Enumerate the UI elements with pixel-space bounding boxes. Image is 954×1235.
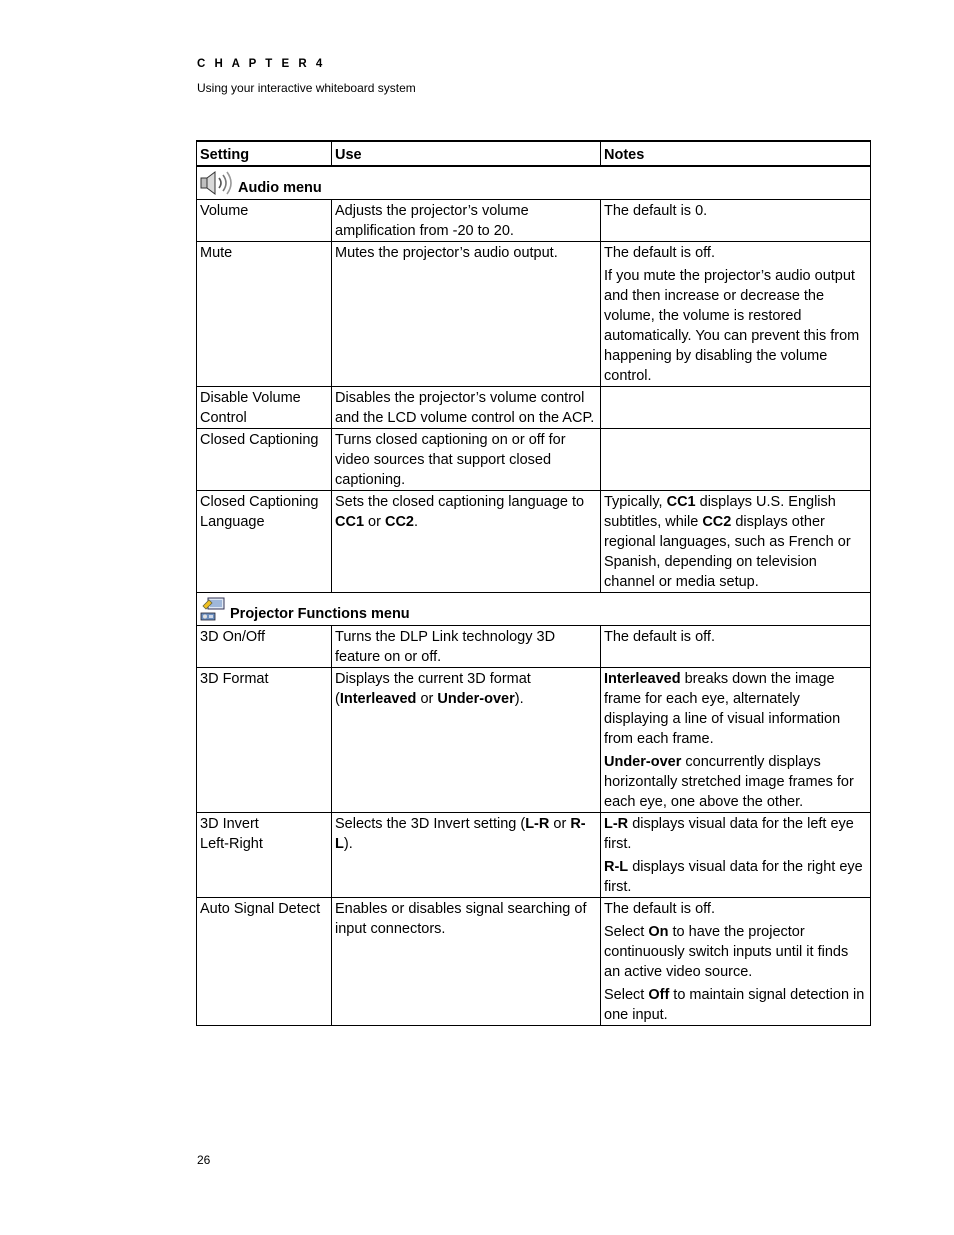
table-row [197,813,871,898]
notes-cell [601,813,871,898]
text-run: Select [604,987,649,1003]
table-row [197,429,871,491]
notes-cell [601,668,871,813]
notes-cell [601,387,871,429]
bold-term: CC2 [384,514,414,530]
setting-cell: Disable Volume Control [197,387,332,429]
settings-table [196,140,871,1026]
table-row [197,898,871,1026]
use-cell [332,668,601,813]
setting-cell: Auto Signal Detect [197,898,332,1026]
text-run: ). [343,836,353,852]
notes-cell [601,200,871,242]
text-run: displays visual data for the right eye first. [604,859,863,895]
note-text [604,922,867,982]
note-text: The default is off. [604,629,715,645]
column-header-use: Use [332,141,601,166]
table-row [197,387,871,429]
use-cell: Turns closed captioning on or off for video sources that support closed captioning. [332,429,601,491]
text-run: Selects the 3D Invert setting ( [335,816,526,832]
note-text [604,669,867,749]
note-text: The default is off. [604,245,715,261]
setting-cell [197,813,332,898]
section-heading-projector-functions [197,593,871,626]
note-text: The default is off. [604,901,715,917]
text-run: displays other regional languages, such as French or Spanish, depending on television channel or media setup. [604,514,851,590]
text-run: Displays the current 3D format ( [335,671,531,707]
projector-functions-icon [200,596,226,622]
use-cell: Enables or disables signal searching of input connectors. [332,898,601,1026]
chapter-heading: C H A P T E R 4 [197,58,326,70]
chapter-subtitle: Using your interactive whiteboard system [197,81,416,95]
bold-term: Interleaved [604,671,681,687]
section-row-projector-functions [197,593,871,626]
bold-term: On [648,924,669,940]
text-run: . [413,514,419,530]
bold-term: L-R [525,816,550,832]
bold-term: Under-over [437,691,515,707]
bold-term: Off [648,987,670,1003]
use-cell: Turns the DLP Link technology 3D feature on or off. [332,626,601,668]
bold-term: R-L [604,859,629,875]
bold-term: Interleaved [339,691,417,707]
bold-term: Under-over [604,754,682,770]
text-run: Sets the closed captioning language to [335,494,585,510]
notes-cell [601,242,871,387]
table-row [197,200,871,242]
table-header-row [197,141,871,166]
text-run: ). [514,691,524,707]
bold-term: CC2 [702,514,732,530]
setting-cell: 3D Format [197,668,332,813]
text-run: or [549,816,571,832]
notes-cell [601,429,871,491]
bold-term: CC1 [335,514,365,530]
note-text [604,752,867,812]
use-cell [332,813,601,898]
setting-cell: Mute [197,242,332,387]
setting-line: 3D Invert [200,816,259,832]
text-run: Select [604,924,649,940]
use-cell: Adjusts the projector’s volume amplification from -20 to 20. [332,200,601,242]
bold-term: CC1 [666,494,696,510]
text-run: or [416,691,438,707]
text-run: concurrently displays horizontally stretched image frames for each eye, one above the other. [604,754,854,810]
setting-cell: 3D On/Off [197,626,332,668]
note-text: The default is 0. [604,203,708,219]
section-label-projector-functions: Projector Functions menu [230,606,410,622]
section-row-audio [197,166,871,200]
text-run: to have the projector continuously switch inputs until it finds an active video source. [604,924,849,980]
notes-cell [601,491,871,593]
text-run: Typically, [604,494,667,510]
setting-line: Left-Right [200,836,263,852]
speaker-icon [200,170,234,196]
section-heading-audio [197,166,871,200]
note-text [604,857,867,897]
text-run: to maintain signal detection in one input. [604,987,865,1023]
table-row [197,626,871,668]
column-header-notes: Notes [601,141,871,166]
notes-cell [601,626,871,668]
setting-cell: Closed Captioning Language [197,491,332,593]
table-row [197,668,871,813]
bold-term: R-L [335,816,586,852]
note-text [604,814,867,854]
text-run: or [364,514,385,530]
table-row [197,242,871,387]
use-cell: Disables the projector’s volume control and the LCD volume control on the ACP. [332,387,601,429]
use-cell: Mutes the projector’s audio output. [332,242,601,387]
use-cell [332,491,601,593]
bold-term: L-R [604,816,629,832]
text-run: displays visual data for the left eye first. [604,816,854,852]
text-run: displays U.S. English subtitles, while [604,494,836,530]
text-run: breaks down the image frame for each eye, alternately displaying a line of visual information from each frame. [604,671,841,747]
note-text [604,985,867,1025]
table-row [197,491,871,593]
setting-cell: Volume [197,200,332,242]
note-text: If you mute the projector’s audio output and then increase or decrease the volume, the volume is restored automatically. You can prevent this from happening by disabling the volume control. [604,268,860,384]
section-label-audio: Audio menu [238,180,322,196]
page-number: 26 [197,1153,211,1167]
setting-cell: Closed Captioning [197,429,332,491]
column-header-setting: Setting [197,141,332,166]
notes-cell [601,898,871,1026]
